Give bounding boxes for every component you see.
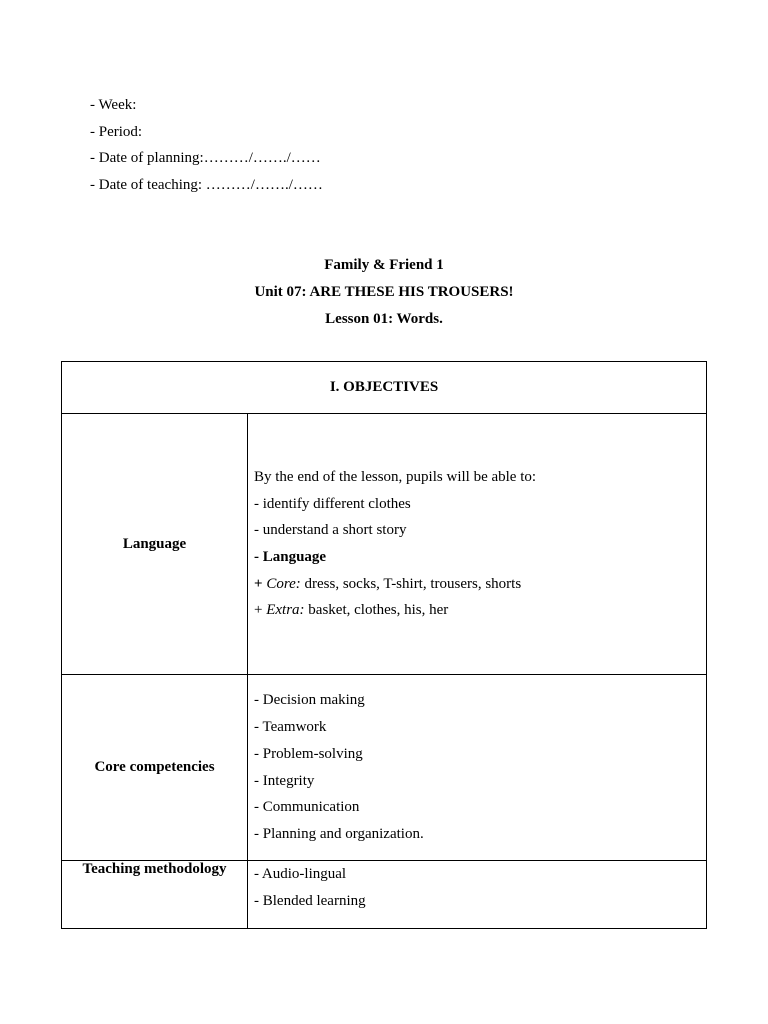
teaching-methodology-content	[248, 861, 707, 929]
competency-item: - Problem-solving	[254, 745, 363, 762]
week-line: - Week:	[90, 97, 137, 113]
core-label: Core:	[266, 575, 301, 592]
objectives-table	[61, 361, 707, 929]
competency-item: - Planning and organization.	[254, 825, 424, 842]
language-intro: By the end of the lesson, pupils will be able to:	[254, 468, 537, 485]
language-heading: - Language	[254, 549, 327, 565]
objectives-header: I. OBJECTIVES	[62, 362, 707, 414]
extra-vocab: basket, clothes, his, her	[304, 602, 449, 619]
methodology-item: - Blended learning	[254, 892, 366, 909]
language-row	[62, 414, 707, 675]
date-of-teaching-line: - Date of teaching: ………/……./……	[90, 177, 323, 194]
lesson-title: Lesson 01: Words.	[325, 311, 443, 327]
language-item: - understand a short story	[254, 522, 407, 539]
methodology-item: - Audio-lingual	[254, 866, 347, 882]
date-of-planning-line: - Date of planning:………/……./……	[90, 150, 321, 167]
language-content	[248, 414, 707, 675]
core-competencies-label: Core competencies	[62, 675, 248, 861]
competency-item: - Communication	[254, 799, 360, 816]
core-vocab: dress, socks, T-shirt, trousers, shorts	[300, 575, 522, 592]
core-prefix: +	[254, 575, 267, 592]
extra-label: Extra:	[266, 602, 305, 619]
competency-item: - Integrity	[254, 772, 315, 789]
core-competencies-content	[248, 675, 707, 861]
core-vocab-line	[254, 571, 706, 598]
book-title: Family & Friend 1	[324, 257, 444, 273]
teaching-methodology-label: Teaching methodology	[62, 861, 248, 929]
competency-item: - Teamwork	[254, 719, 327, 736]
language-item: - identify different clothes	[254, 495, 411, 512]
lesson-meta	[90, 92, 323, 199]
period-line: - Period:	[90, 123, 143, 140]
core-competencies-row	[62, 675, 707, 861]
unit-title: Unit 07: ARE THESE HIS TROUSERS!	[254, 284, 514, 300]
lesson-titles	[0, 252, 768, 333]
competency-item: - Decision making	[254, 692, 365, 709]
extra-vocab-line	[254, 597, 706, 624]
extra-prefix: +	[254, 602, 267, 619]
language-label: Language	[62, 414, 248, 675]
teaching-methodology-row	[62, 861, 707, 929]
